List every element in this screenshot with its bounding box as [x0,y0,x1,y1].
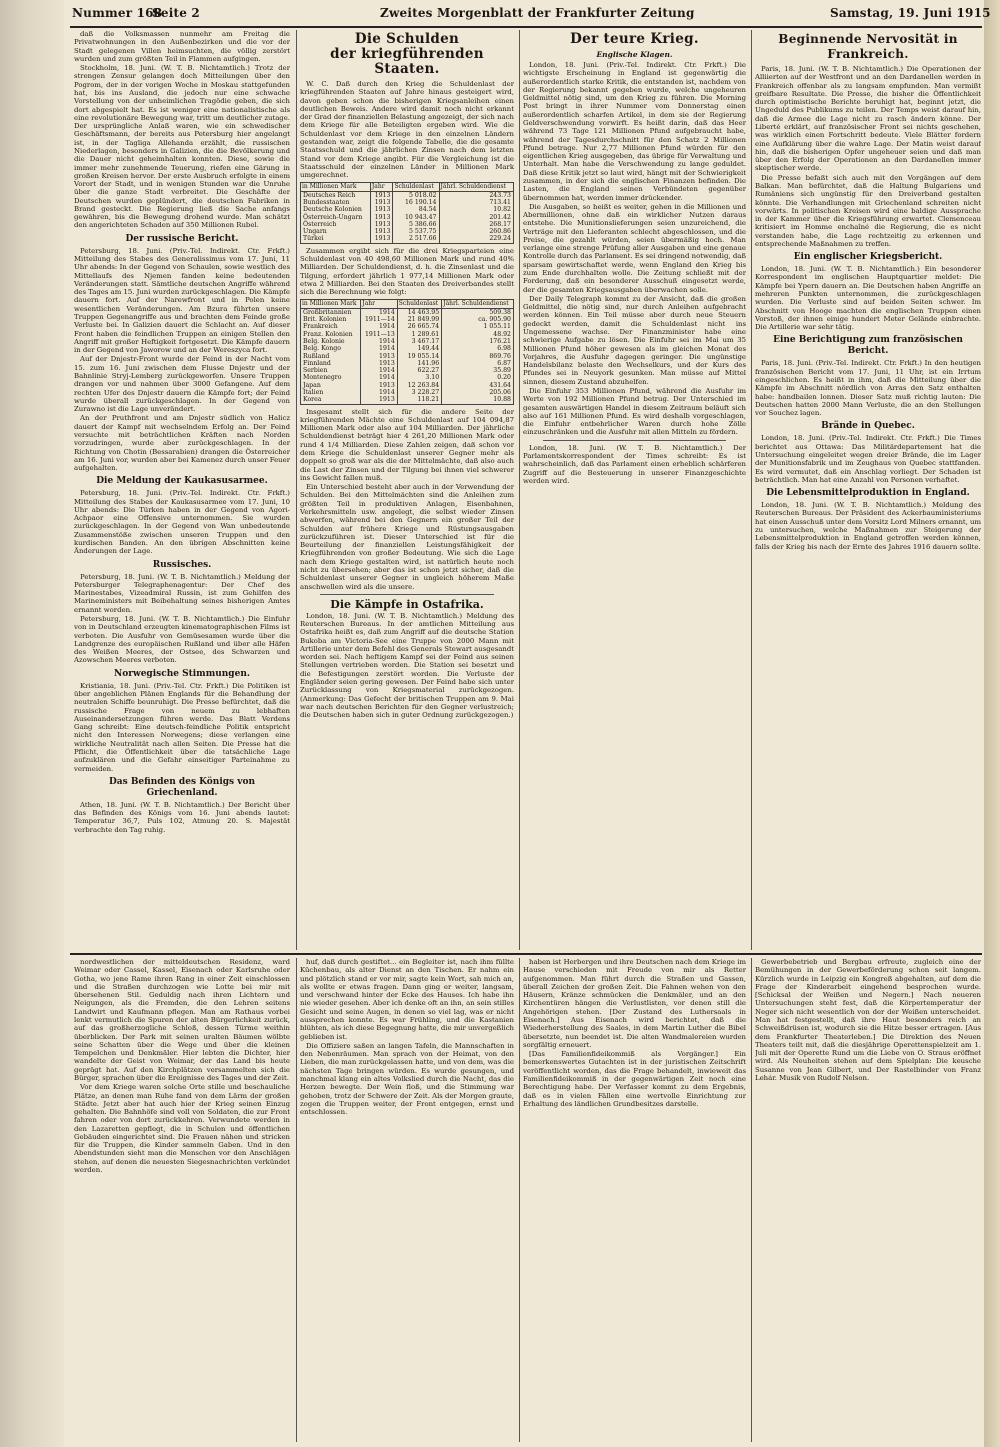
table-cell: 0.20 [442,374,514,381]
section-heading: Die Meldung der Kaukasusarmee. [96,476,268,487]
table-row [301,345,514,352]
table-header: Jahr [361,300,397,308]
paragraph: Petersburg, 18. Juni. (Priv.-Tel. Indirekt. Ctr. Frkft.) Mitteilung des Stabes des Generalissimus vom 17. Juni, 11 Uhr abends: In der Gegend von Schaulen, sowie westlich des Mittellaufs des Njemen fanden keine bedeutenden Veränderungen statt. Sämtliche deutschen Angriffe während des Tages am 15. Juni wurden zurückgeschlagen. Die Kämpfe dauern fort. Auf der Narewfront und in Polen keine wesentlichen Veränderungen. Am Bzura führten unsere Truppen Gegenangriffe aus und brachten dem Feinde große Verluste bei. In Galizien dauert die Schlacht an. Auf dieser Front haben die feindlichen Truppen an einigen Stellen den Angriff mit großer Heftigkeit fortgesetzt. Die Kämpfe dauern in der Gegend von Jaworow und an der Wereszyca fort. [74,246,290,355]
table-cell: 205.06 [442,389,514,396]
column-debts [300,30,514,950]
paragraph: huf, daß durch gestiftet... ein Begleiter ist, nach ihm füllte Küchenbau, als alter Dienst an den Tischen. Er nahm ein und plötzlich stand er vor mir, sagte kein Wort, sah mich an, als wollte er etwas fragen. Dann ging er weiter, langsam, und verschwand hinter der Ecke des Hauses. Ich habe ihn nie wieder gesehen. Aber ich denke oft an ihn, an sein stilles Gesicht und seine Augen, in denen so viel lag, was er nicht aussprechen konnte. Es war Frühling, und die Kastanien blühten, als ich diese Begegnung hatte, die mir unvergeßlich geblieben ist. [300,958,514,1041]
paragraph: London, 18. Juni. (W. T. B. Nichtamtlich.) Der Parlamentskorrespondent der Times schreibt: Es ist wahrscheinlich, daß das Parlament einen erheblich schärferen Zugriff auf die Besteuerung in unserer Finanzgeschichte werden wird. [523,443,746,485]
table-cell: 176.21 [442,338,514,345]
table-header: Jährl. Schuldendienst [442,300,514,308]
section-heading: Das Befinden des Königs von Griechenland. [108,776,256,798]
table-cell: Bundesstaaten [301,199,371,206]
table-cell: Finnland [301,360,361,367]
article-subtitle: Englische Klagen. [596,50,673,59]
table-header: Schuldenlast [393,183,439,191]
feuilleton-column-2 [300,958,514,1442]
paragraph: Zusammen ergibt sich für die drei Kriegsparteien eine Schuldenlast von 40 498,60 Millionen Mark und rund 40% Milliarden. Der Schuldendienst, d. h. die Zinsenlast und die Tilgung, erfordert jährlich 1 977,14 Millionen Mark oder etwa 2 Milliarden. Bei den Staaten des Dreiverbandes stellt sich die Berechnung wie folgt: [300,246,514,297]
table-cell: Österreich [301,221,371,228]
table-cell: 3.10 [397,374,441,381]
debt-table-central-powers [300,182,514,243]
table-cell: 201.42 [439,214,514,221]
masthead: Zweites Morgenblatt der Frankfurter Zeitung [380,6,695,20]
table-row [301,367,514,374]
table-cell: 5 537.75 [393,228,439,235]
table-cell: 1911—14 [361,316,397,323]
column-divider [751,30,752,950]
column-divider [519,30,520,950]
table-row [301,331,514,338]
table-cell: 1913 [370,214,393,221]
table-cell: 141.96 [397,360,441,367]
table-row [301,382,514,389]
header-rule [70,26,982,28]
table-cell: 14 463.95 [397,308,441,316]
table-cell: Rußland [301,353,361,360]
section-heading: Brände in Quebec. [821,421,915,432]
table-cell: Brit. Kolonien [301,316,361,323]
table-cell: Deutsche Kolonien [301,206,371,213]
table-cell: Ungarn [301,228,371,235]
table-cell: 149.44 [397,345,441,352]
paragraph: W. C. Daß durch den Krieg die Schuldenlast der kriegführenden Staaten auf Jahre hinaus gesteigert wird, davon geben schon die bisherigen Kriegsanleihen einen deutlichen Beweis. Andere wird damit noch nicht erkannt der Grad der finanziellen Belastung angezeigt, der sich nach dem Kriege für alle Beteiligten ergeben wird. Wie die Schuldenlast vor dem Kriege in den einzelnen Ländern gestanden war, zeigt die folgende Tabelle, die die gesamte Staatsschuld und die jährlichen Zinsen nach dem letzten Stand vor dem Kriege angibt. Für die Vergleichung ist die Staatsschuld der einzelnen Länder in Millionen Mark umgerechnet. [300,80,514,180]
column-divider [751,958,752,1442]
paragraph: Stockholm, 18. Juni. (W. T. B. Nichtamtlich.) Trotz der strengen Zensur gelangen doch Mitteilungen über den Pogrom, der in der vorigen Woche in Moskau stattgefunden hat, bis ins Ausland, die jedoch nur eine schwache Vorstellung von der unheimlichen Tragödie geben, die sich dort abgespielt hat. Es ist weniger eine nationalistische als eine revolutionäre Bewegung war, tritt um deutlicher zutage. Der ursprüngliche Anlaß waren, wie ein schwedischer Geschäftsmann, der bereits aus Petersburg hier angelangt ist, in der Tagliga Allehanda erzählt, die russischen Niederlagen, besonders in Galizien, die die Bevölkerung und die Dauer nicht geheimhalten konnten. Diese, sowie die immer mehr zunehmende Teuerung, riefen eine Gärung in großen Kreisen hervor. Der erste Ausbruch erfolgte in einem Vorort der Stadt, und in wenigen Stunden war die Unruhe über die ganze Stadt verbreitet. Die Geschäfte der Deutschen wurden geplündert, die deutschen Fabriken in Brand gesteckt. Die Regierung ließ die Sache anfangs gewähren, bis die Bewegung drohend wurde. Man schätzt den angerichteten Schaden auf 350 Millionen Rubel. [74,64,290,230]
article-title-line: der kriegführenden Staaten. [330,46,484,77]
table-cell: 1913 [361,353,397,360]
table-row [301,338,514,345]
table-cell: 1914 [361,308,397,316]
table-cell: Deutsches Reich [301,191,371,199]
table-cell: 1913 [370,228,393,235]
table-cell: 10 943.47 [393,214,439,221]
table-cell: 622.27 [397,367,441,374]
paragraph: Auf der Dnjestr-Front wurde der Feind in der Nacht vom 15. zum 16. Juni zwischen dem Flusse Dnjestr und der Bahnlinie Stryj-Lemberg zurückgeworfen. Unsere Truppen drangen vor und nahmen über 3000 Gefangene. Auf dem rechten Ufer des Dnjestr dauern die Kämpfe fort; der Feind wurde überall zurückgeschlagen. In der Gegend von Zurawno ist die Lage unverändert. [74,355,290,414]
paragraph: Der Daily Telegraph kommt zu der Ansicht, daß die großen Geldmittel, die nötig sind, nur durch Anleihen aufgebracht werden können. Ein Teil müsse aber durch neue Steuern gedeckt werden, damit die Schuldenlast nicht ins Ungemessene wachse. Der Finanzminister habe eine schwierige Aufgabe zu lösen. Die Einfuhr sei im Mai um 35 Millionen Pfund höher gewesen als im gleichen Monat des Vorjahres, die Ausfuhr dagegen geringer. Die ungünstige Handelsbilanz belaste den Wechselkurs, und der Kurs des Pfundes sei in Neuyork gesunken. Man müsse auf Mittel sinnen, diesem Zustand abzuhelfen. [523,294,746,386]
table-cell: 16 190.14 [393,199,439,206]
table-header: in Millionen Mark [301,183,371,191]
paragraph: Die Einfuhr 353 Millionen Pfund, während die Ausfuhr im Werte von 192 Millionen Pfund betrug. Der Unterschied im gesamten auswärtigen Handel in diesem Zeitraum beläuft sich also auf 161 Millionen Pfund. Es wird deshalb vorgeschlagen, die Einfuhr entbehrlicher Waren durch hohe Zölle einzuschränken und die Ausfuhr mit allen Mitteln zu fördern. [523,386,746,437]
table-cell: Serbien [301,367,361,374]
paragraph: Petersburg, 18. Juni. (Priv.-Tel. Indirekt. Ctr. Frkft.) Mitteilung des Stabes der Kaukasusarmee vom 17. Juni, 10 Uhr abends: Die Türken haben in der Gegend von Agori-Achpaor eine Offensive unternommen. Sie wurden zurückgeschlagen. In der Gegend von Wan unbedeutende Zusammenstöße zwischen unseren Truppen und den kurdischen Banden. An den übrigen Abschnitten keine Änderungen der Lage. [74,489,290,556]
table-cell: Belg. Kolonie [301,338,361,345]
column-divider [519,958,520,1442]
table-cell: 5 386.66 [393,221,439,228]
table-cell: Montenegro [301,374,361,381]
table-cell: Japan [301,382,361,389]
article-title-line: Die Schulden [354,31,460,47]
table-cell: ca. 905.90 [442,316,514,323]
table-row [301,308,514,316]
table-cell: 1913 [370,191,393,199]
table-cell: 5 018.02 [393,191,439,199]
table-cell: 3 467.17 [397,338,441,345]
section-heading: Die Lebensmittelproduktion in England. [766,488,970,499]
table-cell: 509.38 [442,308,514,316]
table-row [301,206,514,213]
table-cell: Großbritannien [301,308,361,316]
paragraph: daß die Volksmassen nunmehr am Freitag die Privatwohnungen in den Außenbezirken und die vor der Stadt gelegenen Villen heimsuchten, die völlig zerstört wurden und zum größten Teil in Flammen aufgingen. [74,30,290,63]
table-cell: 1 289.61 [397,331,441,338]
feuilleton-column-4 [755,958,981,1442]
table-row [301,214,514,221]
paragraph: London, 18. Juni. (Priv.-Tel. Indirekt. Ctr. Frkft.) Die Times berichtet aus Ottawa: Das Militärdepartement hat die Untersuchung eingeleitet wegen dreier Brände, die im Lager der Munitionsfabrik und im Zeughaus von Quebec stattfanden. Es wird vermutet, daß ein Anschlag vorliegt. Der Schaden ist beträchtlich. Man hat eine Anzahl von Personen verhaftet. [755,434,981,484]
paragraph: nordwestlichen der mitteldeutschen Residenz, ward Weimar oder Cassel, Kassel, Eisenach oder Karlsruhe oder Gotha, wo jene Rame ihren Rang in einer Zeit einschlossen und die Straßen durchzogen wie Lotte bei mir mit übersehenen Stil. Geduldig nach ihren Lichtern und Neigungen, als die Fremden, die den Lehren seitens Landwirt und Kaufmann pflegen. Man am Rathaus vorbei lenkt vermutlich die Spuren der alten Bürgerlichkeit zurück, auf das großherzogliche Schloß, dessen Türme weithin überblicken. Der Park mit seinen uralten Bäumen wölbte seine Schatten über die Wege und über die kleinen Tempelchen und Denkmäler. Hier lebten die Dichter, hier wandelte der Geist von Weimar, der das Land bis heute geprägt hat. Auf den Kirchplätzen versammelten sich die Bürger, sprachen über die Ereignisse des Tages und der Zeit. [74,958,290,1082]
table-cell: 431.64 [442,382,514,389]
paragraph: Gewerbebetrieb und Bergbau erfreute, zugleich eine der Bemühungen in der Gewerbeförderung schon seit langem. Kürzlich wurde in Leipzig ein Kongreß abgehalten, auf dem die Frage der Kinderarbeit eingehend besprochen wurde. [Schicksal der Weißen und Negern.] Nach neueren Untersuchungen steht fest, daß die Körpertemperatur der Neger sich nicht wesentlich von der der Weißen unterscheidet. Man hat festgestellt, daß ihre Haut besonders reich an Schweißdrüsen ist, wodurch sie die Hitze besser ertragen. [Aus dem Frankfurter Theaterleben.] Die Direktion des Neuen Theaters teilt mit, daß die diesjährige Operettenspielzeit am 1. Juli mit der Operette Rund um die Liebe von O. Straus eröffnet wird. Als Neuheiten stehen auf dem Spielplan: Die keusche Susanne von Jean Gilbert, und Der Rastelbinder von Franz Lehár. Musik von Rudolf Nelson. [755,958,981,1082]
paragraph: Die Presse befaßt sich auch mit den Vorgängen auf dem Balkan. Man befürchtet, daß die Haltung Bulgariens und Rumäniens sich ungünstig für den Dreiverband gestalten könnte. Die Verhandlungen mit Griechenland schreiten nicht vorwärts. In politischen Kreisen wird eine baldige Aussprache in der Kammer über die Kriegsführung erwartet. Clemenceau kritisiert im Homme enchaîné die Regierung, die es nicht verstanden habe, die Lage rechtzeitig zu erkennen und entsprechende Maßnahmen zu treffen. [755,173,981,248]
table-row [301,228,514,235]
page-edge [984,0,1000,1447]
issue-date: Samstag, 19. Juni 1915 [830,6,991,20]
table-cell: 1914 [361,367,397,374]
table-cell: 1914 [361,323,397,330]
paragraph: Petersburg, 18. Juni. (W. T. B. Nichtamtlich.) Die Einfuhr von in Deutschland erzeugten kinematographischen Films ist verboten. Die Ausfuhr von Gemüsesamen wurde über die Landgrenze des europäischen Rußland und über alle Häfen des Weißen Meeres, der Ostsee, des Schwarzen und Azowschen Meeres verboten. [74,615,290,665]
table-cell: 84.54 [393,206,439,213]
table-cell: 1911—13 [361,331,397,338]
table-row [301,199,514,206]
paragraph: Ein Unterschied besteht aber auch in der Verwendung der Schulden. Bei den Mittelmächten sind die Anleihen zum größten Teil in produktiven Anlagen, Eisenbahnen, Verkehrsmitteln usw. angelegt, die selbst wieder Zinsen abwerfen, während bei den Gegnern ein großer Teil der Schulden auf frühere Kriege und Rüstungsausgaben zurückzuführen ist. Dieser Unterschied ist für die Beurteilung der finanziellen Leistungsfähigkeit der Kriegführenden von großer Bedeutung. Wie sich die Lage nach dem Kriege gestalten wird, ist natürlich heute noch nicht zu übersehen; aber das ist schon jetzt sicher, daß die Schuldenlast unserer Gegner in ungleich höherem Maße anschwellen wird als die unsere. [300,483,514,591]
paragraph: London, 18. Juni. (W. T. B. Nichtamtlich.) Meldung des Reuterschen Bureaus. Der Präsident des Ackerbauministeriums hat einen Ausschuß unter dem Vorsitz Lord Milners ernannt, um zu untersuchen, welche Maßnahmen zur Steigerung der Lebensmittelproduktion in England getroffen werden können, falls der Krieg bis nach der Ernte des Jahres 1916 dauern sollte. [755,501,981,551]
article-title: Beginnende Nervosität in Frankreich. [778,32,958,61]
article-separator [543,440,726,441]
paragraph: Kristiania, 18. Juni. (Priv.-Tel. Ctr. Frkft.) Die Politiken ist über angeblichen Plänen Englands für die Behandlung der neutralen Schiffe beunruhigt. Die Presse befürchtet, daß die russische Frage von neuem zu lebhaften Auseinandersetzungen führen werde. Das Blatt Verdens Gang schreibt: Eine deutsch-feindliche Politik entspricht nicht den Interessen Norwegens; diese verlangen eine wirkliche Neutralität nach allen Seiten. Die Presse hat die Pflicht, die Öffentlichkeit über die tatsächliche Lage aufzuklären und die Gefahr einseitiger Parteinahme zu vermeiden. [74,681,290,773]
table-cell: 1913 [361,396,397,404]
table-cell: 19 055.14 [397,353,441,360]
table-cell: 3 228.27 [397,389,441,396]
table-cell: 1 055.11 [442,323,514,330]
table-cell: 229.24 [439,235,514,243]
column-divider [296,30,297,950]
feuilleton-rule [70,953,982,955]
paragraph: haben ist Herbergen und ihre Deutschen nach dem Kriege im Hause verschieden mit Freude von mir als Retter aufgenommen. Man führt durch die Straßen und Gassen, überall Zeichen der großen Zeit. Die Fahnen wehen von den Häusern, Kränze schmücken die Denkmäler, und an den Kirchentüren hängen die Verlustlisten, vor denen still die Angehörigen stehen. [Der Zustand des Luthersaals in Eisenach.] Aus Eisenach wird berichtet, daß die Wiederherstellung des Saales, in dem Martin Luther die Bibel übersetzte, nun beendet ist. Die alten Wandmalereien wurden sorgfältig erneuert. [523,958,746,1049]
table-cell: 21 849.99 [397,316,441,323]
table-row [301,191,514,199]
table-cell: 118.21 [397,396,441,404]
paragraph: London, 18. Juni. (W. T. B. Nichtamtlich.) Meldung des Reuterschen Bureaus. In der amtlichen Mitteilung aus Ostafrika heißt es, daß zum Angriff auf die deutsche Station Bukoba am Victoria-See eine Truppe von 2000 Mann mit Artillerie unter dem Befehl des Generals Stewart ausgesandt worden sei. Nach heftigem Kampf sei der Feind aus seinen Stellungen vertrieben worden. Die Station sei besetzt und die Befestigungen zerstört worden. Die Verluste der Engländer seien gering gewesen. Der Feind habe sich unter Zurücklassung von Kriegsmaterial zurückgezogen. (Anmerkung: Das Gefecht der britischen Truppen am 9. Mai war nach deutschen Berichten für den Gegner verlustreich; die Deutschen haben sich in guter Ordnung zurückgezogen.) [300,611,514,720]
paragraph: Athen, 18. Juni. (W. T. B. Nichtamtlich.) Der Bericht über das Befinden des Königs vom 16. Juni abends lautet: Temperatur 36,7, Puls 102, Atmung 20. S. Majestät verbrachte den Tag ruhig. [74,800,290,834]
page-number: Seite 2 [152,6,200,20]
table-cell: Belg. Kongo [301,345,361,352]
table-row [301,396,514,404]
table-cell: 35.89 [442,367,514,374]
table-header: Schuldenlast [397,300,441,308]
table-cell: Türkei [301,235,371,243]
column-france [755,30,981,950]
table-row [301,353,514,360]
section-heading: Der russische Bericht. [125,233,239,244]
issue-number: Nummer 168 [72,6,163,20]
table-cell: Frankreich [301,323,361,330]
paragraph: Insgesamt stellt sich für die andere Seite der kriegführenden Mächte eine Schuldenlast auf 104 094,87 Millionen Mark oder also auf 104 Milliarden. Der jährliche Schuldendienst beträgt hier 4 261,20 Millionen Mark oder rund 4 1/4 Milliarden. Diese Zahlen zeigen, daß schon vor dem Kriege die Schuldenlast unserer Gegner mehr als doppelt so groß war als die der Mittelmächte, daß also auch die Last der Zinsen und der Tilgung bei ihnen viel schwerer ins Gewicht fallen muß. [300,407,514,482]
table-cell: Korea [301,396,361,404]
paragraph: [Das Familienfideikommiß als Vorgänger.] Ein bemerkenswertes Gutachten ist in der juristischen Zeitschrift veröffentlicht worden, das die Frage behandelt, inwieweit das Familienfideikommiß in der gegenwärtigen Zeit noch eine Berechtigung habe. Der Verfasser kommt zu dem Ergebnis, daß es in vielen Fällen eine wertvolle Einrichtung zur Erhaltung des ländlichen Grundbesitzes darstelle. [523,1050,746,1108]
article-title [300,32,514,77]
section-heading: Ein englischer Kriegsbericht. [793,252,943,263]
paragraph: London, 18. Juni. (W. T. B. Nichtamtlich.) Ein besonderer Korrespondent im englischen Hauptquartier meldet: Die Kämpfe bei Ypern dauern an. Die Deutschen haben Angriffe an mehreren Punkten unternommen, die zurückgeschlagen wurden. Die Verluste sind auf beiden Seiten schwer. Im Abschnitt von Hooge machten die englischen Truppen einen Vorstoß, der ihnen einige hundert Meter Gelände einbrachte. Die Artillerie war sehr tätig. [755,265,981,332]
table-cell: 26 665.74 [397,323,441,330]
table-header: Jahr [370,183,393,191]
table-cell: 1913 [361,382,397,389]
debt-table-entente [300,299,514,404]
page-header [70,4,991,24]
table-header: Jährl. Schuldendienst [439,183,514,191]
paragraph: Die Ausgaben, so heißt es weiter, gehen in die Millionen und Abermillionen, ohne daß ein wirklicher Nutzen daraus entstehe. Die Munitionslieferungen seien unzureichend, die Verträge mit den Lieferanten schlecht abgeschlossen, und die Preise, die gezahlt würden, seien übermäßig hoch. Man verlange eine strenge Prüfung aller Ausgaben und eine genaue Kontrolle durch das Parlament. Es sei dringend notwendig, daß sparsam gewirtschaftet werde, wenn England den Krieg bis zum Ende durchhalten wolle. Die Zeitung schließt mit der Forderung, daß ein besonderer Ausschuß eingesetzt werde, der die gesamten Kriegsausgaben überwachen solle. [523,202,746,294]
book-binding [0,0,64,1447]
table-cell: 1914 [361,374,397,381]
table-cell: 260.86 [439,228,514,235]
table-cell: 6.98 [442,345,514,352]
section-heading: Eine Berichtigung zum französischen Bericht. [773,335,963,357]
table-cell: 6.87 [442,360,514,367]
table-cell: 1914 [361,389,397,396]
table-cell: 1914 [361,338,397,345]
paragraph: Vor dem Kriege waren solche Orte stille und beschauliche Plätze, an denen man Ruhe fand von dem Lärm der großen Städte. Jetzt aber hat auch hier der Krieg seinen Einzug gehalten. Die Bahnhöfe sind voll von Soldaten, die zur Front fahren oder von dort zurückkehren. Verwundete werden in den Lazaretten gepflegt, die in Schulen und öffentlichen Gebäuden eingerichtet sind. Die Frauen nähen und stricken für die Truppen, die Kinder sammeln Gaben. Und in den Abendstunden sieht man die Menschen vor den Anschlägen stehen, auf denen die neuesten Siegesnachrichten verkündet werden. [74,1083,290,1175]
table-cell: 1914 [361,345,397,352]
table-cell: 12 263.84 [397,382,441,389]
table-row [301,323,514,330]
table-cell: 268.17 [439,221,514,228]
section-heading: Norwegische Stimmungen. [113,668,250,679]
table-cell: 2 517.66 [393,235,439,243]
table-header: in Millionen Mark [301,300,361,308]
table-cell: Österreich-Ungarn [301,214,371,221]
paragraph: Paris, 18. Juni. (Priv.-Tel. Indirekt. Ctr. Frkft.) In den heutigen französischen Bericht vom 17. Juni, 11 Uhr, ist ein Irrtum eingeschlichen. Es heißt in ihm, daß die Mitteilung über die Kämpfe im Abschnitt nördlich von Arras den Satz enthalten habe: handbailen lonnen. Dieser Satz muß richtig lauten: Die Deutschen hatten 2000 Mann Verluste, die an den Stellungen vor Souchez lagen. [755,359,981,418]
table-cell: 1913 [370,235,393,243]
feuilleton-column-1 [74,958,290,1442]
table-row [301,374,514,381]
table-cell: Italien [301,389,361,396]
column-divider [296,958,297,1442]
column-war-news [74,30,290,950]
paragraph: Paris, 18. Juni. (W. T. B. Nichtamtlich.) Die Operationen der Alliierten auf der Westfront und an den Dardanellen werden in Frankreich offenbar als zu langsam empfunden. Man vermißt greifbare Resultate. Die Presse, die bisher die Öffentlichkeit durch optimistische Berichte beruhigt hat, beginnt jetzt, die Ungeduld des Publikums zu teilen. Der Temps weist darauf hin, daß die Armee die Lage nicht zu rasch ändern könne. Der Liberté erklärt, auf französischer Front sei nichts geschehen, was wirklich einen Fortschritt bedeute. Viele Blätter fordern eine Aufklärung über die wahre Lage. Der Matin weist darauf hin, daß die bisherigen Opfer ungeheuer seien und daß man über den Erfolg der Operationen an den Dardanellen immer skeptischer werde. [755,65,981,173]
table-cell: 1913 [361,360,397,367]
article-separator [320,594,494,595]
table-row [301,360,514,367]
table-cell: 10.88 [442,396,514,404]
paragraph: An der Pruthfront und am Dnjestr südlich von Halicz dauert der Kampf mit wechselndem Erfolg an. Der Feind versuchte mit beträchtlichen Kräften nach Norden vorzudringen, wurde aber zurückgeschlagen. In der Richtung von Chotin (Bessarabien) drangen die Österreicher am 16. Juni vor, wurden aber bei Kamenez durch unser Feuer aufgehalten. [74,414,290,473]
table-cell: 713.41 [439,199,514,206]
paragraph: London, 18. Juni. (Priv.-Tel. Indirekt. Ctr. Frkft.) Die wichtigste Erscheinung in England ist gegenwärtig die außerordentlich starke Kritik, die entstanden ist, nachdem von der Regierung bekannt gegeben wurde, welche ungeheuren Geldmittel nötig sind, um den Krieg zu führen. Die Morning Post bringt in ihrer Nummer vom Donnerstag einen außerordentlich scharfen Artikel, in dem sie der Regierung Geldverschwendung vorwirft. Es heißt darin, daß das Heer während 73 Tage 121 Millionen Pfund aufgebraucht habe, während der Tagesdurchschnitt für den Schatz 2 Millionen Pfund betrage. Nur 2,77 Millionen Pfund würden für den eigentlichen Krieg ausgegeben, das übrige für Verwaltung und Unterhalt. Man habe die Verschwendung zu lange geduldet. Daß diese Kritik jetzt so laut wird, hängt mit der Schwierigkeit zusammen, in der sich die englischen Finanzen befinden. Die Lasten, die England seinen Verbündeten gegenüber übernommen hat, werden immer drückender. [523,61,746,202]
column-costly-war [523,30,746,950]
table-cell: 869.76 [442,353,514,360]
section-heading: Russisches. [152,559,212,570]
table-cell: 1913 [370,206,393,213]
feuilleton-column-3 [523,958,746,1442]
section-heading: Die Kämpfe in Ostafrika. [330,597,484,611]
article-title: Der teure Krieg. [570,31,699,47]
table-row [301,221,514,228]
table-row [301,316,514,323]
table-cell: Franz. Kolonien [301,331,361,338]
table-row [301,389,514,396]
paragraph: Die Offiziere saßen an langen Tafeln, die Mannschaften in den Nebenräumen. Man sprach von der Heimat, von den Lieben, die man zurückgelassen hatte, und von dem, was die nächsten Tage bringen würden. Es wurde gesungen, und manchmal klang ein altes Volkslied durch die Nacht, das die Herzen bewegte. Der Wein floß, und die Stimmung war gehoben, trotz der Schwere der Zeit. Als der Morgen graute, zogen die Truppen weiter, der Front entgegen, ernst und entschlossen. [300,1041,514,1117]
table-cell: 10.82 [439,206,514,213]
table-cell: 48.92 [442,331,514,338]
table-cell: 1913 [370,221,393,228]
table-cell: 243.73 [439,191,514,199]
table-cell: 1913 [370,199,393,206]
table-row [301,235,514,243]
paragraph: Petersburg, 18. Juni. (W. T. B. Nichtamtlich.) Meldung der Petersburger Telegraphenagentur: Der Chef des Marinestabes, Vizeadmiral Russin, ist zum Gehilfen des Marineministers mit Beibehaltung seines bisherigen Amtes ernannt worden. [74,572,290,614]
